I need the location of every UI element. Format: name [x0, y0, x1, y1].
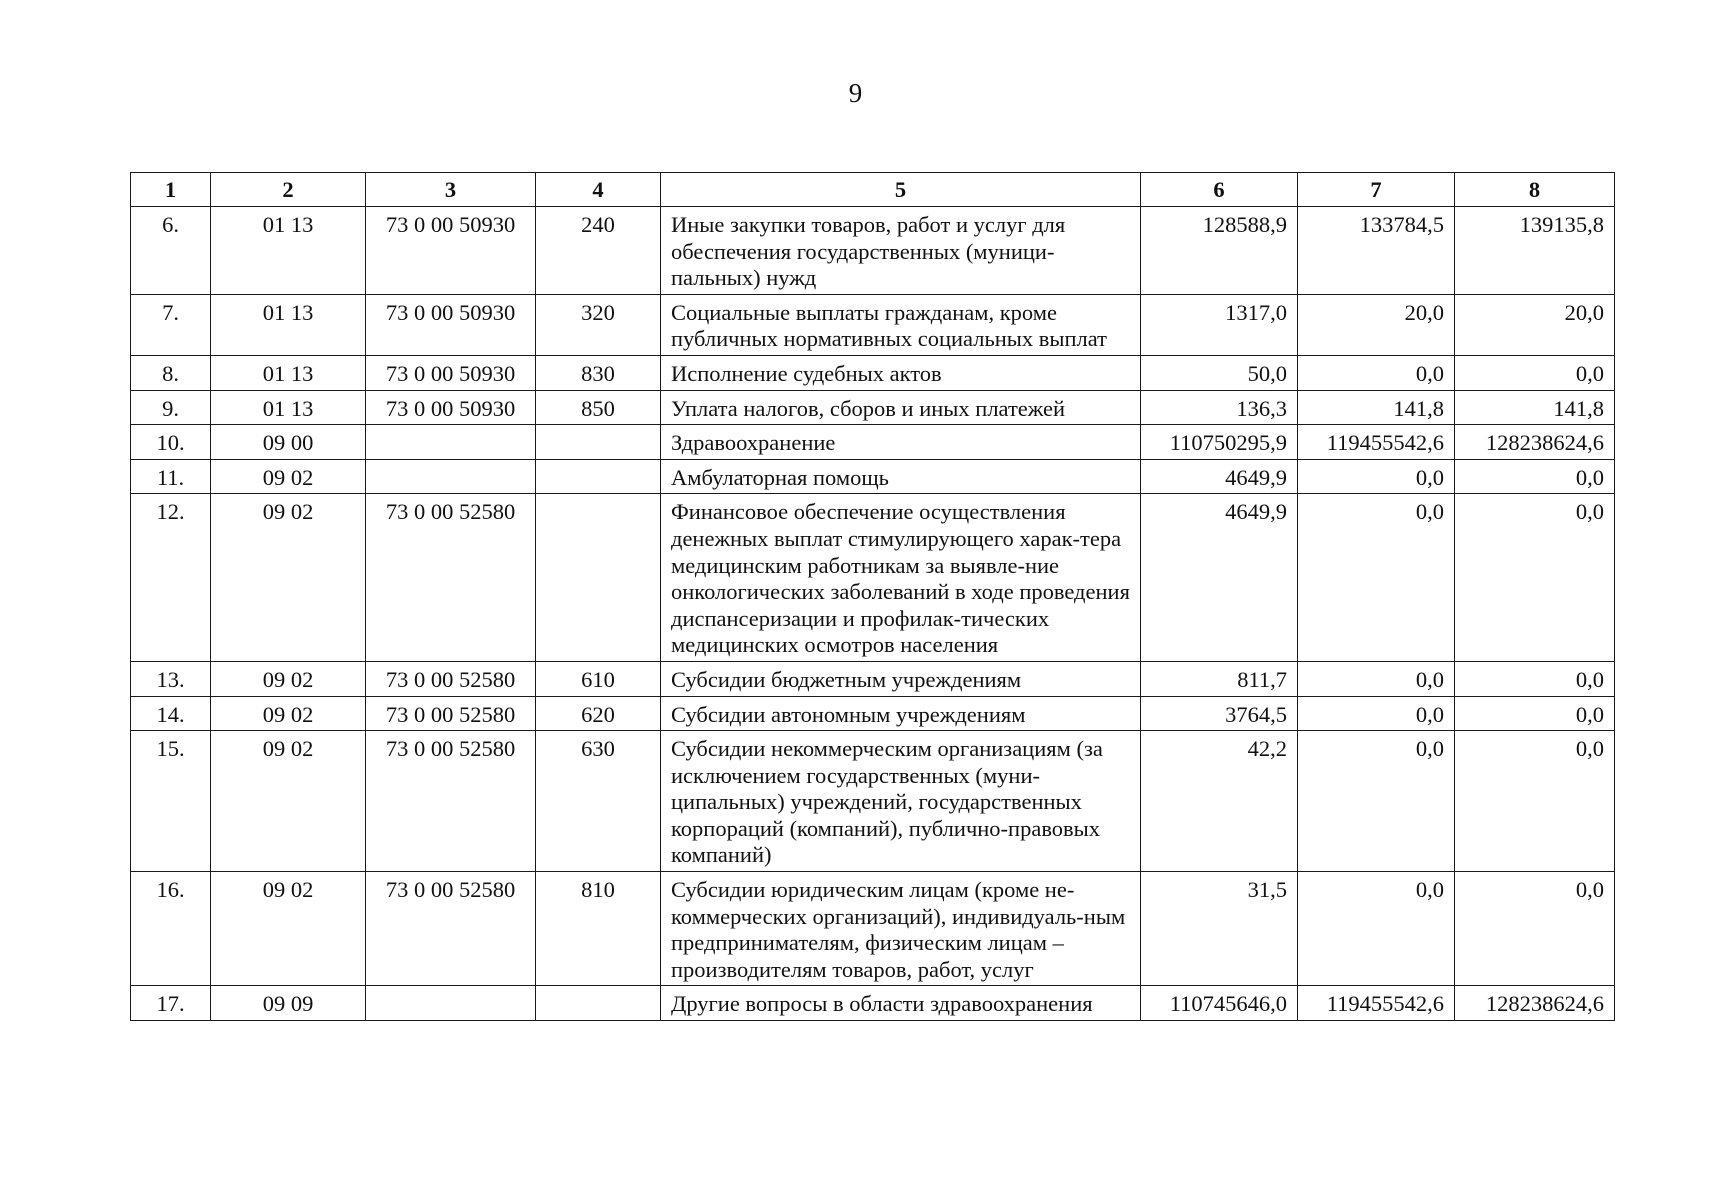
- section-code: 01 13: [211, 207, 366, 295]
- section-code: 01 13: [211, 355, 366, 390]
- amount-col-8: 0,0: [1455, 355, 1615, 390]
- table-row: [131, 390, 1615, 425]
- target-article-code: 73 0 00 52580: [366, 872, 536, 986]
- amount-col-7: 141,8: [1298, 390, 1455, 425]
- section-code: 09 02: [211, 661, 366, 696]
- target-article-code: [366, 459, 536, 494]
- table-row: [131, 355, 1615, 390]
- expense-type-code: 620: [536, 696, 661, 731]
- row-number: 13.: [131, 661, 211, 696]
- amount-col-6: 50,0: [1141, 355, 1298, 390]
- target-article-code: [366, 425, 536, 460]
- section-code: 09 02: [211, 696, 366, 731]
- amount-col-6: 136,3: [1141, 390, 1298, 425]
- amount-col-7: 119455542,6: [1298, 986, 1455, 1021]
- item-name: Другие вопросы в области здравоохранения: [661, 986, 1141, 1021]
- target-article-code: 73 0 00 50930: [366, 355, 536, 390]
- section-code: 09 02: [211, 872, 366, 986]
- amount-col-8: 139135,8: [1455, 207, 1615, 295]
- amount-col-7: 133784,5: [1298, 207, 1455, 295]
- amount-col-7: 0,0: [1298, 872, 1455, 986]
- target-article-code: 73 0 00 52580: [366, 731, 536, 872]
- amount-col-7: 20,0: [1298, 294, 1455, 355]
- amount-col-8: 141,8: [1455, 390, 1615, 425]
- expense-type-code: 320: [536, 294, 661, 355]
- row-number: 7.: [131, 294, 211, 355]
- item-name: Субсидии автономным учреждениям: [661, 696, 1141, 731]
- item-name: Субсидии некоммерческим организациям (за исключением государственных (муни-ципальных) учреждений, государственных корпораций (компаний), публично-правовых компаний): [661, 731, 1141, 872]
- table-row: [131, 731, 1615, 872]
- item-name: Субсидии юридическим лицам (кроме не-коммерческих организаций), индивидуаль-ным предпринимателям, физическим лицам – производителям товаров, работ, услуг: [661, 872, 1141, 986]
- target-article-code: 73 0 00 52580: [366, 661, 536, 696]
- amount-col-8: 20,0: [1455, 294, 1615, 355]
- header-cell-5: 5: [661, 173, 1141, 207]
- amount-col-6: 4649,9: [1141, 459, 1298, 494]
- section-code: 01 13: [211, 390, 366, 425]
- row-number: 9.: [131, 390, 211, 425]
- expense-type-code: [536, 986, 661, 1021]
- header-cell-4: 4: [536, 173, 661, 207]
- table-row: [131, 872, 1615, 986]
- amount-col-6: 1317,0: [1141, 294, 1298, 355]
- amount-col-8: 0,0: [1455, 494, 1615, 662]
- table-row: [131, 696, 1615, 731]
- section-code: 09 02: [211, 459, 366, 494]
- amount-col-8: 128238624,6: [1455, 425, 1615, 460]
- item-name: Здравоохранение: [661, 425, 1141, 460]
- row-number: 12.: [131, 494, 211, 662]
- amount-col-6: 31,5: [1141, 872, 1298, 986]
- amount-col-7: 0,0: [1298, 494, 1455, 662]
- row-number: 11.: [131, 459, 211, 494]
- row-number: 8.: [131, 355, 211, 390]
- amount-col-8: 0,0: [1455, 661, 1615, 696]
- row-number: 10.: [131, 425, 211, 460]
- table-row: [131, 494, 1615, 662]
- expense-type-code: [536, 425, 661, 460]
- amount-col-7: 0,0: [1298, 696, 1455, 731]
- table-row: [131, 459, 1615, 494]
- header-cell-3: 3: [366, 173, 536, 207]
- section-code: 09 00: [211, 425, 366, 460]
- item-name: Субсидии бюджетным учреждениям: [661, 661, 1141, 696]
- amount-col-6: 811,7: [1141, 661, 1298, 696]
- table-row: [131, 986, 1615, 1021]
- item-name: Иные закупки товаров, работ и услуг для обеспечения государственных (муници-пальных) нужд: [661, 207, 1141, 295]
- table-row: [131, 207, 1615, 295]
- amount-col-7: 0,0: [1298, 661, 1455, 696]
- amount-col-6: 110745646,0: [1141, 986, 1298, 1021]
- target-article-code: 73 0 00 52580: [366, 696, 536, 731]
- amount-col-6: 110750295,9: [1141, 425, 1298, 460]
- row-number: 6.: [131, 207, 211, 295]
- section-code: 09 09: [211, 986, 366, 1021]
- expense-type-code: 810: [536, 872, 661, 986]
- header-cell-7: 7: [1298, 173, 1455, 207]
- item-name: Социальные выплаты гражданам, кроме публичных нормативных социальных выплат: [661, 294, 1141, 355]
- row-number: 15.: [131, 731, 211, 872]
- section-code: 01 13: [211, 294, 366, 355]
- target-article-code: 73 0 00 50930: [366, 390, 536, 425]
- amount-col-6: 3764,5: [1141, 696, 1298, 731]
- expense-type-code: [536, 459, 661, 494]
- amount-col-7: 0,0: [1298, 731, 1455, 872]
- header-cell-6: 6: [1141, 173, 1298, 207]
- row-number: 17.: [131, 986, 211, 1021]
- budget-table: [130, 172, 1615, 1021]
- expense-type-code: 610: [536, 661, 661, 696]
- amount-col-6: 128588,9: [1141, 207, 1298, 295]
- header-cell-1: 1: [131, 173, 211, 207]
- amount-col-6: 42,2: [1141, 731, 1298, 872]
- expense-type-code: 630: [536, 731, 661, 872]
- amount-col-7: 0,0: [1298, 459, 1455, 494]
- item-name: Финансовое обеспечение осуществления денежных выплат стимулирующего харак-тера медицинским работникам за выявле-ние онкологических заболеваний в ходе проведения диспансеризации и профилак-тических медицинских осмотров населения: [661, 494, 1141, 662]
- item-name: Уплата налогов, сборов и иных платежей: [661, 390, 1141, 425]
- table-row: [131, 661, 1615, 696]
- page-number: 9: [848, 78, 863, 108]
- expense-type-code: 850: [536, 390, 661, 425]
- item-name: Исполнение судебных актов: [661, 355, 1141, 390]
- expense-type-code: [536, 494, 661, 662]
- table-header-row: [131, 173, 1615, 207]
- header-cell-8: 8: [1455, 173, 1615, 207]
- target-article-code: 73 0 00 50930: [366, 207, 536, 295]
- section-code: 09 02: [211, 494, 366, 662]
- row-number: 14.: [131, 696, 211, 731]
- amount-col-7: 119455542,6: [1298, 425, 1455, 460]
- header-cell-2: 2: [211, 173, 366, 207]
- target-article-code: 73 0 00 52580: [366, 494, 536, 662]
- row-number: 16.: [131, 872, 211, 986]
- item-name: Амбулаторная помощь: [661, 459, 1141, 494]
- amount-col-8: 0,0: [1455, 731, 1615, 872]
- table-row: [131, 425, 1615, 460]
- target-article-code: [366, 986, 536, 1021]
- amount-col-8: 0,0: [1455, 696, 1615, 731]
- section-code: 09 02: [211, 731, 366, 872]
- amount-col-6: 4649,9: [1141, 494, 1298, 662]
- table-row: [131, 294, 1615, 355]
- amount-col-8: 0,0: [1455, 459, 1615, 494]
- amount-col-8: 128238624,6: [1455, 986, 1615, 1021]
- expense-type-code: 240: [536, 207, 661, 295]
- target-article-code: 73 0 00 50930: [366, 294, 536, 355]
- table-body: [131, 207, 1615, 1021]
- amount-col-7: 0,0: [1298, 355, 1455, 390]
- expense-type-code: 830: [536, 355, 661, 390]
- amount-col-8: 0,0: [1455, 872, 1615, 986]
